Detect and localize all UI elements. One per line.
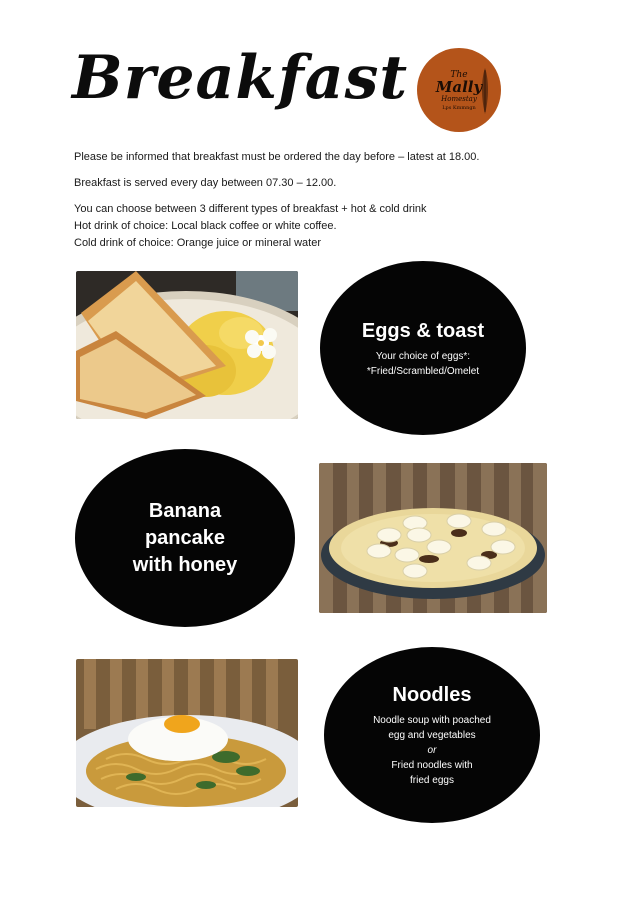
serving-hours: Breakfast is served every day between 07.30 – 12.00. [74, 177, 337, 189]
eggs-toast-description [367, 349, 479, 379]
banana-pancake-card [75, 449, 295, 627]
eggs-toast-card [320, 261, 526, 435]
cold-drink-choice: Cold drink of choice: Orange juice or mineral water [74, 237, 322, 249]
homestay-logo [417, 48, 501, 132]
noodles-description [373, 713, 491, 788]
noodles-title: Noodles [392, 684, 472, 706]
logo-line-2: Mally [435, 77, 483, 96]
breakfast-info [74, 149, 479, 252]
page-title: Breakfast [72, 43, 409, 113]
noodles-desc-or: or [427, 745, 437, 756]
breakfast-choice: You can choose between 3 different types of breakfast + hot & cold drink [74, 203, 427, 215]
banana-pancake-photo [319, 463, 547, 613]
leaf-icon [479, 68, 491, 114]
logo-line-3: Homestay [441, 94, 477, 103]
hot-drink-choice: Hot drink of choice: Local black coffee or white coffee. [74, 220, 337, 232]
pancake-title-line: pancake [144, 526, 226, 549]
noodles-desc-line: Fried noodles with [391, 760, 473, 771]
noodles-photo [76, 659, 298, 807]
pancake-title-line: Banana [148, 499, 222, 522]
order-notice: Please be informed that breakfast must be ordered the day before – latest at 18.00. [74, 151, 480, 163]
noodles-desc-line: fried eggs [410, 775, 454, 786]
eggs-desc-line: *Fried/Scrambled/Omelet [366, 365, 480, 377]
noodles-card [324, 647, 540, 823]
eggs-desc-line: Your choice of eggs*: [375, 350, 471, 362]
logo-line-4: Lps Kmmngn [442, 104, 476, 111]
eggs-toast-title: Eggs & toast [361, 319, 485, 342]
logo-line-1: The [450, 69, 468, 80]
noodles-desc-line: Noodle soup with poached [373, 715, 491, 726]
eggs-toast-photo [76, 271, 298, 419]
pancake-title-line: with honey [132, 553, 238, 576]
noodles-desc-line: egg and vegetables [388, 730, 476, 741]
